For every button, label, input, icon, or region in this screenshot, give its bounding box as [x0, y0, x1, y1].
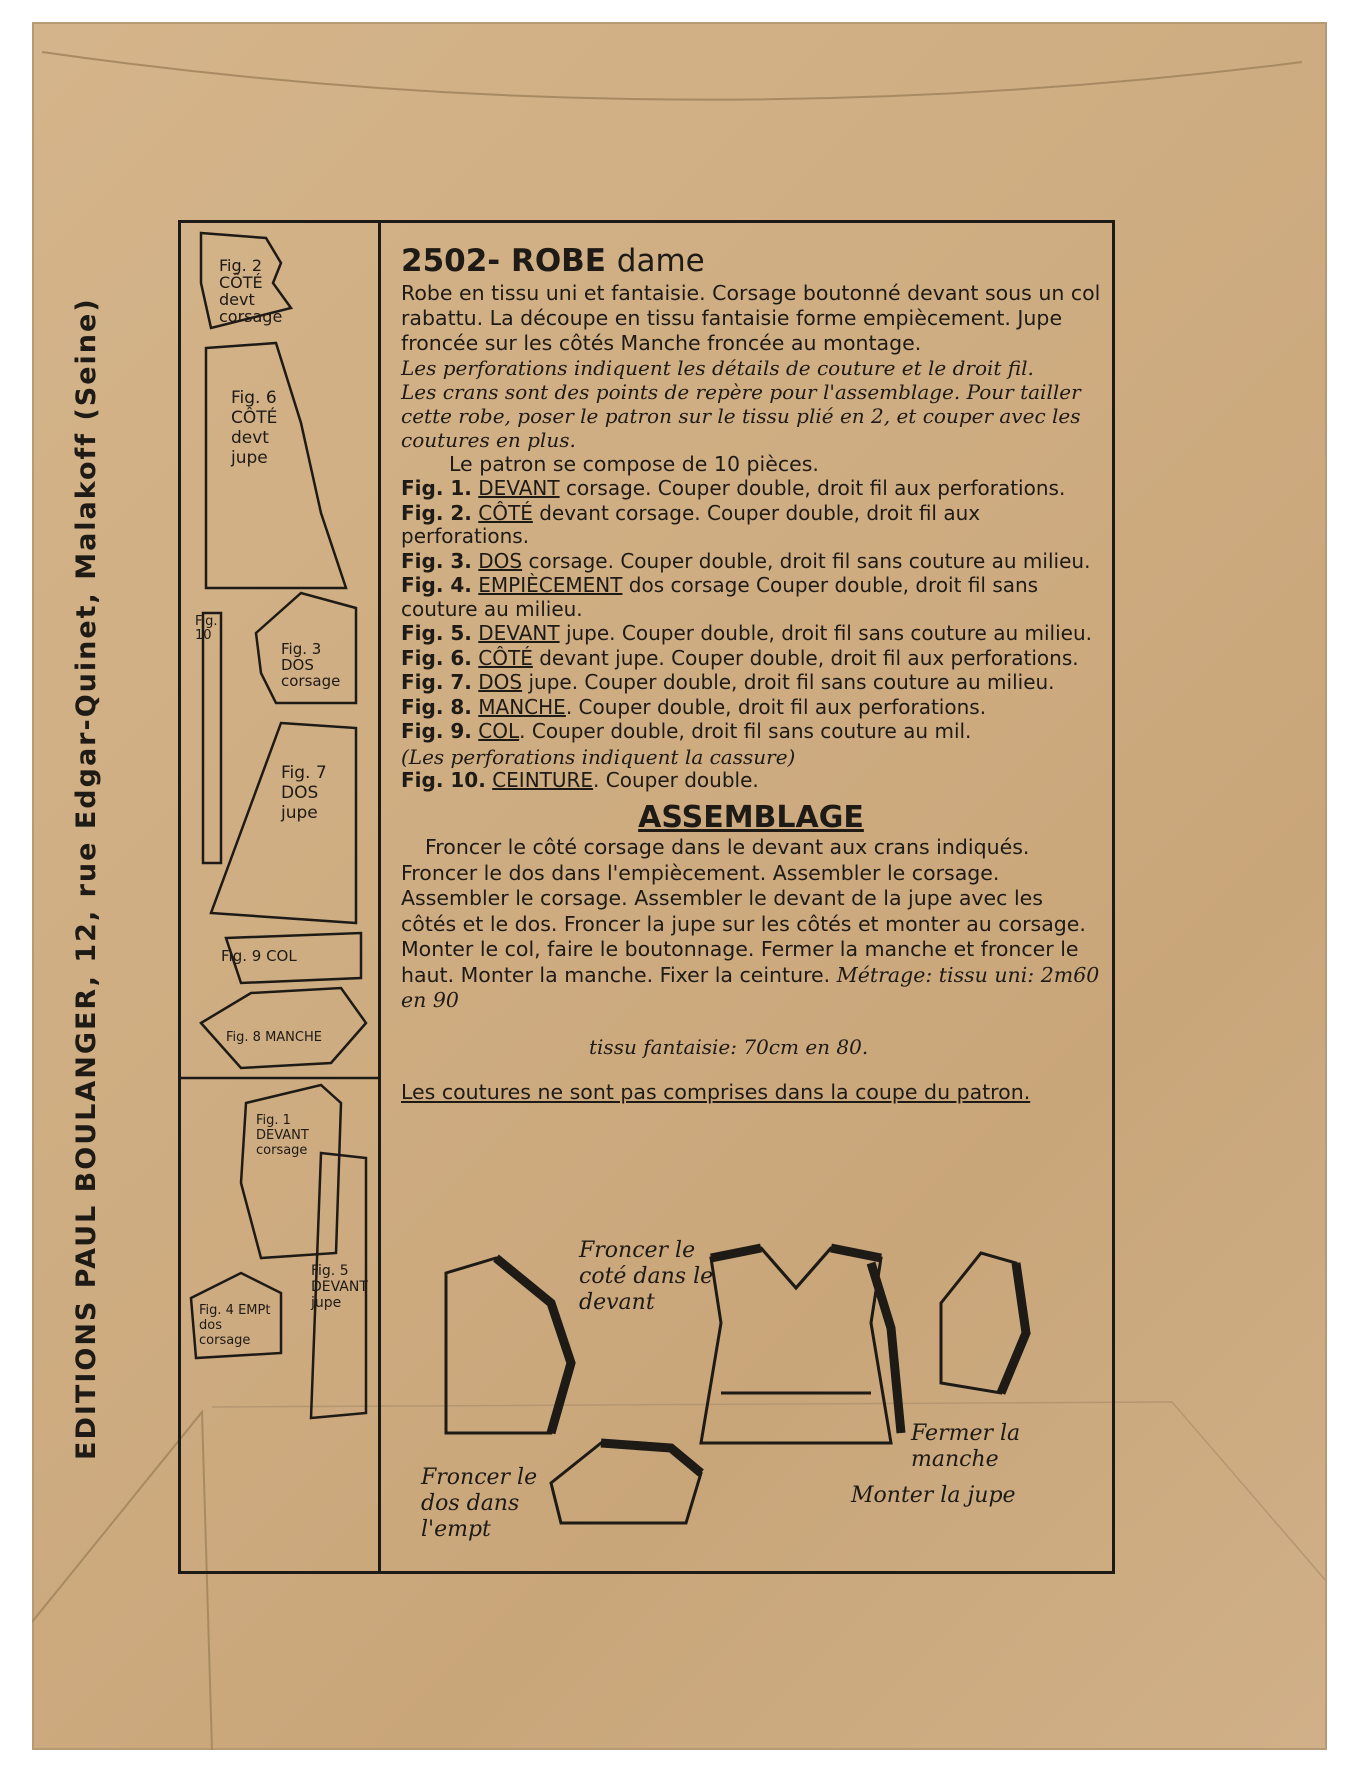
figure-item: Fig. 10. CEINTURE. Couper double. — [401, 767, 759, 792]
pattern-name: ROBE — [510, 243, 606, 279]
pattern-frame — [178, 220, 1115, 1574]
pattern-title: 2502- ROBE dame — [401, 243, 705, 279]
figure-list — [401, 477, 1101, 792]
piece-fig4-label: Fig. 4 EMPt dos corsage — [199, 1303, 271, 1348]
metrage: Métrage: tissu uni: 2m60 en 90 — [401, 962, 1100, 1012]
seam-note: Les coutures ne sont pas comprises dans la coupe du patron. — [401, 1079, 1031, 1104]
figure-item: Fig. 5. DEVANT jupe. Couper double, droit fil sans couture au milieu. — [401, 621, 1092, 645]
piece-fig7-label: Fig. 7 DOS jupe — [281, 763, 327, 823]
piece-fig8-label: Fig. 8 MANCHE — [226, 1030, 322, 1045]
figure-item: Fig. 6. CÔTÉ devant jupe. Couper double, droit fil aux perforations. — [401, 645, 1079, 670]
piece-fig2-label: Fig. 2 CÔTÉ devt corsage — [219, 256, 283, 326]
caption-monter-jupe: Monter la jupe — [851, 1483, 1016, 1508]
pattern-description: Robe en tissu uni et fantaisie. Corsage boutonné devant sous un col rabattu. La découpe en tissu fantaisie forme empiècement. Jupe froncée sur les côtés Manche froncée au montage. — [401, 281, 1101, 355]
piece-fig3-label: Fig. 3 DOS corsage — [281, 640, 341, 690]
publisher-imprint: EDITIONS PAUL BOULANGER, 12, rue Edgar-Quinet, Malakoff (Seine) — [71, 297, 102, 1460]
perforations-note: Les perforations indiquent les détails de couture et le droit fil. — [401, 356, 1034, 380]
assemblage-text: Froncer le côté corsage dans le devant aux crans indiqués. Froncer le dos dans l'empiècement. Assembler le corsage. Assembler le corsage. Assembler le devant de la jupe avec les côtés et le dos. Froncer la jupe sur les côtés et monter au corsage. Monter le col, faire le boutonnage. Fermer la manche et froncer le haut. Monter la manche. Fixer la ceinture. Métrage: tissu uni: 2m60 en 90 — [401, 835, 1100, 1012]
piece-fig5-label: Fig. 5 DEVANT jupe — [311, 1263, 368, 1311]
metrage-fantaisie: tissu fantaisie: 70cm en 80. — [589, 1034, 869, 1059]
caption-fermer-manche: Fermer la manche — [911, 1421, 1021, 1472]
caption-froncer-dos: Froncer le dos dans l'empt — [421, 1465, 538, 1542]
figure-item: Fig. 9. COL. Couper double, droit fil sans couture au mil. — [401, 719, 972, 743]
assemblage-title: ASSEMBLAGE — [638, 800, 864, 835]
assembly-illustrations — [401, 1233, 1101, 1563]
piece-fig6-label: Fig. 6 CÔTÉ devt jupe — [231, 388, 278, 468]
piece-fig10-label: Fig. 10 — [195, 614, 218, 643]
col-note: (Les perforations indiquent la cassure) — [401, 744, 796, 769]
figure-item: Fig. 8. MANCHE. Couper double, droit fil aux perforations. — [401, 694, 987, 719]
figure-item: Fig. 3. DOS corsage. Couper double, droit fil sans couture au milieu. — [401, 548, 1091, 573]
figure-item: Fig. 1. DEVANT corsage. Couper double, droit fil aux perforations. — [401, 476, 1066, 500]
pattern-pieces-column — [181, 223, 381, 1571]
instructions — [401, 243, 1101, 1104]
caption-froncer-cote: Froncer le coté dans le devant — [579, 1238, 714, 1315]
pattern-subtitle: dame — [616, 243, 705, 279]
crans-note: Les crans sont des points de repère pour l'assemblage. Pour tailler cette robe, poser le patron sur le tissu plié en 2, et couper avec les coutures en plus. — [401, 380, 1081, 452]
pattern-number: 2502 — [401, 243, 488, 279]
piece-fig9-label: Fig. 9 COL — [221, 947, 297, 965]
figure-item: Fig. 2. CÔTÉ devant corsage. Couper double, droit fil aux perforations. — [401, 500, 981, 548]
pieces-count: Le patron se compose de 10 pièces. — [449, 452, 819, 476]
figure-item: Fig. 4. EMPIÈCEMENT dos corsage Couper double, droit fil sans couture au milieu. — [401, 573, 1039, 621]
figure-item: Fig. 7. DOS jupe. Couper double, droit fil sans couture au milieu. — [401, 670, 1055, 694]
piece-fig1-label: Fig. 1 DEVANT corsage — [256, 1113, 309, 1158]
